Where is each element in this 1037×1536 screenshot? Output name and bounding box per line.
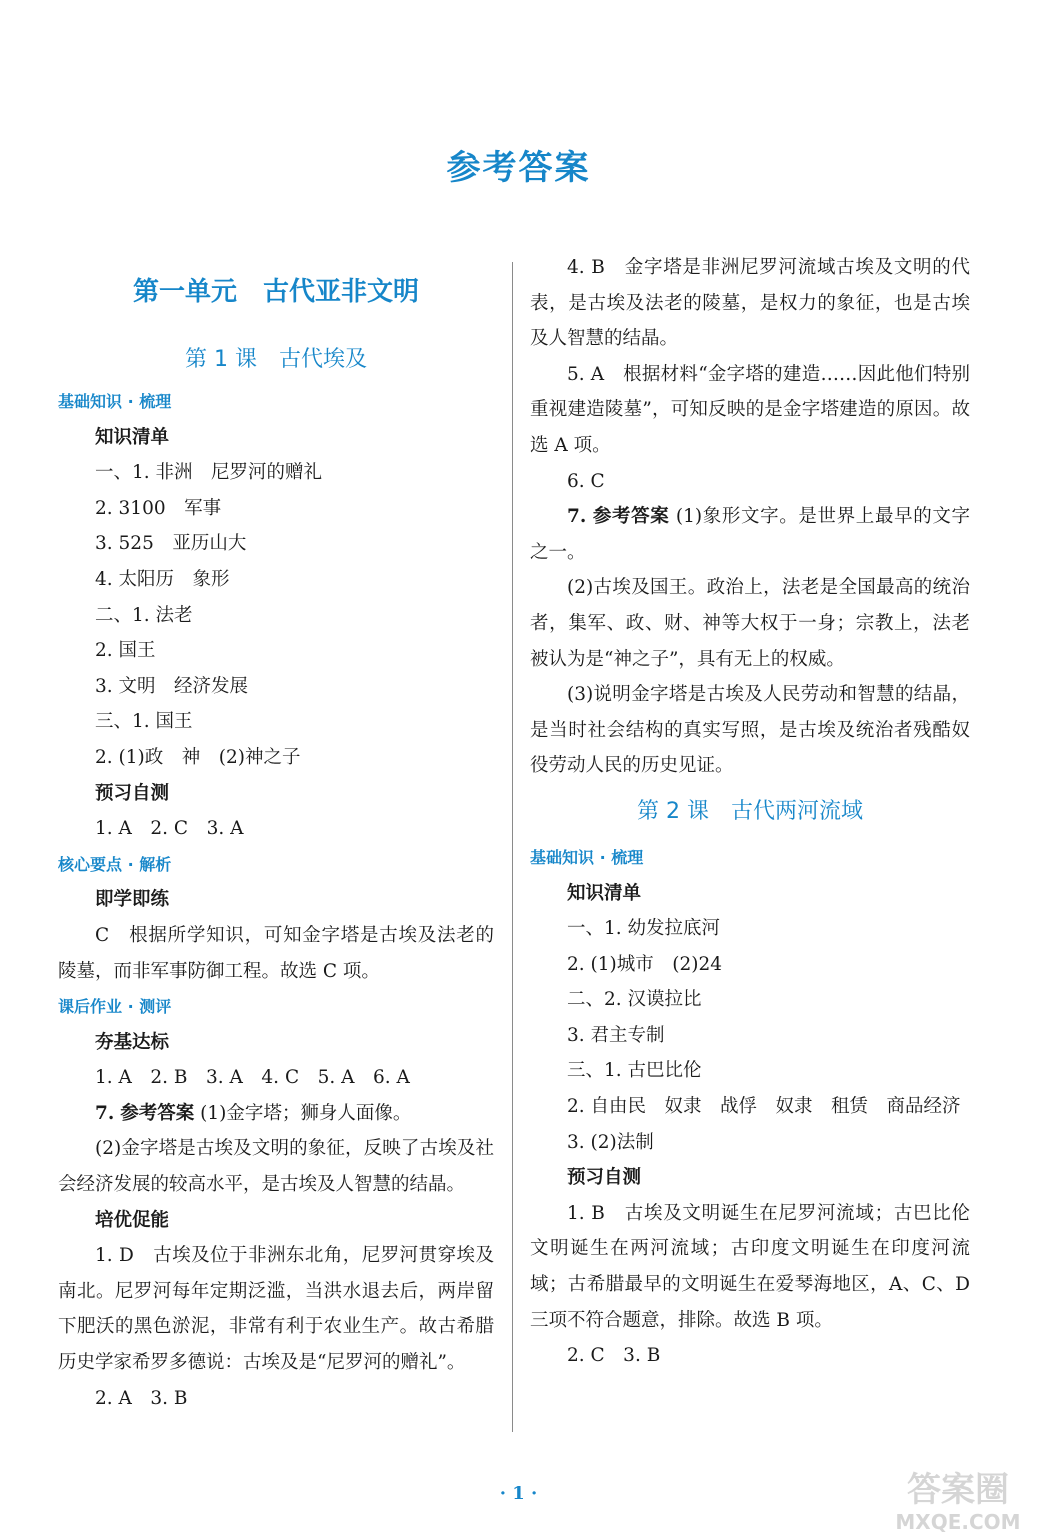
subsection-label: 培优促能 (95, 1209, 170, 1231)
subsection-label: 预习自测 (95, 782, 170, 804)
answer-paragraph (58, 1096, 494, 1132)
subsection-label: 知识清单 (95, 426, 170, 448)
watermark-top-text: 答案圈 (907, 1470, 1009, 1510)
answer-paragraph: 2. 自由民 奴隶 战俘 奴隶 租赁 商品经济 (567, 1096, 961, 1118)
answer-line: 1. A 2. C 3. A (95, 818, 244, 840)
answer-line: 3. 525 亚历山大 (95, 533, 247, 555)
answer-line: 3. 文明 经济发展 (95, 675, 249, 697)
section-label: 基础知识 · 梳理 (58, 392, 172, 411)
question-number: 7. (567, 506, 587, 528)
answer-paragraph: (2)金字塔是古埃及文明的象征，反映了古埃及社会经济发展的较高水平，是古埃及人智慧的结晶。 (58, 1138, 494, 1196)
page-number: · 1 · (499, 1483, 538, 1504)
answer-text: (1)金字塔；狮身人面像。 (200, 1102, 412, 1124)
answer-line: 二、2. 汉谟拉比 (567, 989, 702, 1011)
subsection-label: 预习自测 (567, 1167, 642, 1189)
answer-paragraph: 1. D 古埃及位于非洲东北角，尼罗河贯穿埃及南北。尼罗河每年定期泛滥，当洪水退去后，两岸留下肥沃的黑色淤泥，非常有利于农业生产。故古希腊历史学家希罗多德说：古埃及是“尼罗河的赠礼”。 (58, 1245, 494, 1374)
answer-paragraph: 1. B 古埃及文明诞生在尼罗河流域；古巴比伦文明诞生在两河流域；古印度文明诞生在印度河流域；古希腊最早的文明诞生在爱琴海地区，A、C、D 三项不符合题意，排除。故选 B 项。 (530, 1202, 970, 1331)
page-title: 参考答案 (446, 148, 591, 188)
answer-text: (1)象形文字。是世界上最早的文字之一。 (530, 506, 970, 563)
answer-line: 一、1. 幼发拉底河 (567, 918, 721, 940)
left-column (58, 250, 494, 1416)
answer-paragraph: (2)古埃及国王。政治上，法老是全国最高的统治者，集军、政、财、神等大权于一身；宗教上，法老被认为是“神之子”，具有无上的权威。 (530, 577, 970, 670)
question-number: 7. (95, 1102, 115, 1124)
answer-line: 2. C 3. B (567, 1345, 661, 1367)
answer-line: 二、1. 法老 (95, 604, 193, 626)
answer-line: 2. 国王 (95, 640, 156, 662)
answer-line: 一、1. 非洲 尼罗河的赠礼 (95, 462, 323, 484)
answer-line: 三、1. 古巴比伦 (567, 1060, 702, 1082)
answer-paragraph (530, 499, 970, 570)
section-label: 核心要点 · 解析 (58, 854, 172, 874)
answer-line: 6. C (567, 470, 605, 492)
answer-line: 4. 太阳历 象形 (95, 568, 230, 590)
lesson-1-title: 第 1 课 古代埃及 (185, 347, 367, 372)
answer-paragraph: 4. B 金字塔是非洲尼罗河流域古埃及文明的代表，是古埃及法老的陵墓，是权力的象征，也是古埃及人智慧的结晶。 (530, 257, 970, 350)
subsection-label: 即学即练 (95, 889, 170, 911)
subsection-label: 知识清单 (567, 882, 642, 904)
lesson-2-title: 第 2 课 古代两河流域 (637, 798, 863, 824)
answer-line: 3. 君主专制 (567, 1024, 665, 1046)
unit-title: 第一单元 古代亚非文明 (132, 277, 419, 307)
answer-line: 1. A 2. B 3. A 4. C 5. A 6. A (95, 1067, 410, 1089)
watermark-logo (888, 1465, 1028, 1533)
section-label: 课后作业 · 测评 (58, 997, 172, 1017)
answer-line: 2. (1)城市 (2)24 (567, 953, 722, 975)
subsection-label: 夯基达标 (95, 1031, 170, 1053)
answer-line: 2. 3100 军事 (95, 497, 222, 519)
answer-paragraph: 5. A 根据材料“金字塔的建造……因此他们特别重视建造陵墓”，可知反映的是金字塔建造的原因。故选 A 项。 (530, 363, 970, 456)
watermark-bottom-text: MXQE.COM (895, 1510, 1021, 1533)
answer-line: 3. (2)法制 (567, 1131, 654, 1153)
answer-label: 参考答案 (592, 506, 670, 528)
answer-paragraph: C 根据所学知识，可知金字塔是古埃及法老的陵墓，而非军事防御工程。故选 C 项。 (58, 924, 494, 982)
column-divider (512, 262, 513, 1432)
answer-line: 2. (1)政 神 (2)神之子 (95, 746, 301, 768)
answer-line: 三、1. 国王 (95, 711, 193, 733)
section-label: 基础知识 · 梳理 (530, 847, 644, 867)
answer-line: 2. A 3. B (95, 1387, 188, 1409)
answer-label: 参考答案 (120, 1102, 195, 1124)
answer-paragraph: (3)说明金字塔是古埃及人民劳动和智慧的结晶，是当时社会结构的真实写照，是古埃及统治者残酷奴役劳动人民的历史见证。 (530, 684, 970, 777)
right-column (530, 250, 970, 1374)
